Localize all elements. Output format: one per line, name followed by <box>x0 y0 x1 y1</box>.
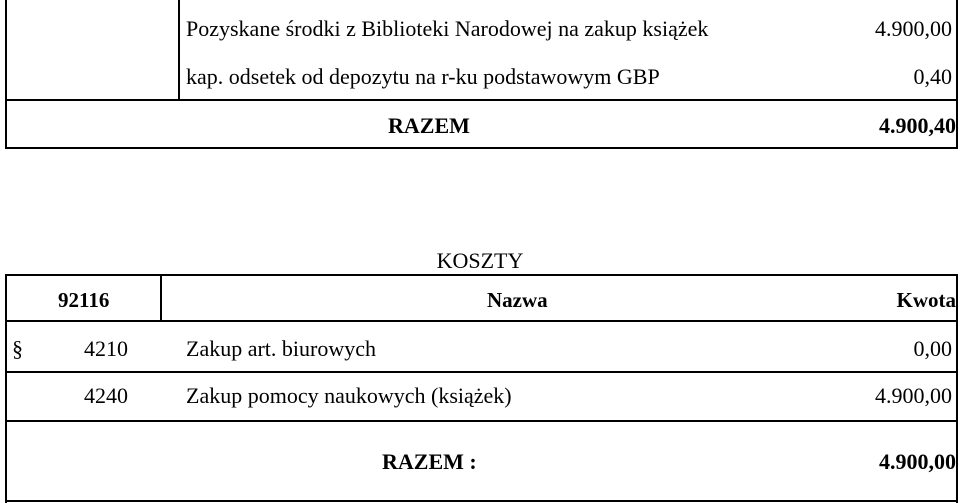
income-row-label: kap. odsetek od depozytu na r-ku podstawowym GBP <box>186 64 660 89</box>
costs-top-border <box>5 274 958 276</box>
income-inner-border <box>178 0 180 100</box>
income-row-amount: 4.900,00 <box>875 16 952 41</box>
costs-col-name: Nazwa <box>487 288 548 312</box>
income-row-amount: 0,40 <box>913 64 952 89</box>
costs-total-label: RAZEM : <box>382 449 477 474</box>
costs-bottom-border <box>5 500 958 502</box>
costs-row-amount: 0,00 <box>913 336 952 361</box>
costs-row-name: Zakup pomocy naukowych (książek) <box>186 383 512 408</box>
costs-row-name: Zakup art. biurowych <box>186 336 376 361</box>
costs-row-divider <box>5 371 958 373</box>
costs-col-amount: Kwota <box>896 288 956 312</box>
costs-row-code: 4240 <box>84 383 128 408</box>
costs-header-divider <box>5 320 958 322</box>
costs-title: KOSZTY <box>436 248 524 273</box>
income-total-amount: 4.900,40 <box>879 113 956 138</box>
costs-row-code: 4210 <box>84 336 128 361</box>
income-total-label: RAZEM <box>388 113 470 138</box>
costs-row-amount: 4.900,00 <box>875 383 952 408</box>
costs-section-code: 92116 <box>58 288 110 312</box>
income-bottom-border <box>5 147 958 149</box>
costs-total-divider <box>5 420 958 422</box>
costs-code-divider <box>160 274 162 322</box>
costs-right-border <box>956 274 958 503</box>
income-left-border <box>5 0 7 149</box>
income-row-label: Pozyskane środki z Biblioteki Narodowej na zakup książek <box>186 16 709 41</box>
costs-total-amount: 4.900,00 <box>879 449 956 474</box>
income-row-divider <box>5 99 958 101</box>
costs-left-border <box>5 274 7 503</box>
income-right-border <box>956 0 958 149</box>
paragraph-sign: § <box>12 336 23 361</box>
